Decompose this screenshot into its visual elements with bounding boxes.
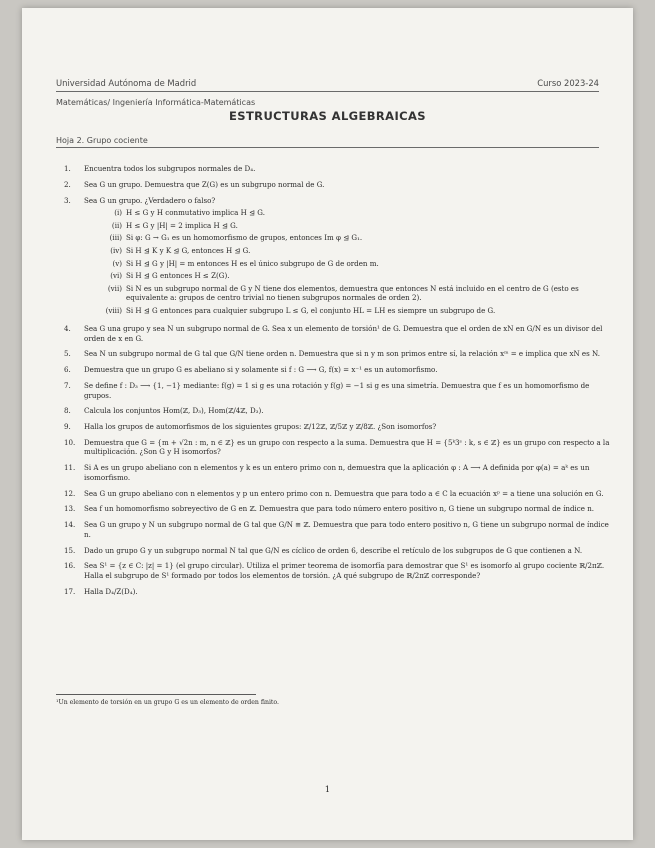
subitem: (vii) Si N es un subgrupo normal de G y N tiene dos elementos, demuestra que entonces N está incluido en el centro de G (esto es equivalente a: grupos de centro trivial no tienen subgrupos normales de orden 2). <box>107 283 579 303</box>
problem-5: 5. Sea N un subgrupo normal de G tal que G/N tiene orden n. Demuestra que si n y m son primos entre sí, la relación xᵐ = e implica que xN es N. <box>64 349 601 359</box>
problem-8: 8. Calcula los conjuntos Hom(ℤ, D₃), Hom(ℤ/4ℤ, D₃). <box>64 406 264 416</box>
course-year: Curso 2023-24 <box>537 78 599 88</box>
header-top <box>56 78 599 88</box>
problem-16: 16. Sea S¹ = {z ∈ C: |z| = 1} (el grupo circular). Utiliza el primer teorema de isomorfía para demostrar que S¹ es isomorfo al grupo cociente ℝ/2πℤ. Halla el subgrupo de S¹ formado por todos los elementos de torsión. ¿A qué subgrupo de ℝ/2πℤ corresponde? <box>64 561 605 580</box>
problem-3-subitems <box>84 208 615 315</box>
problem-list <box>56 164 615 603</box>
page-number: 1 <box>324 785 331 795</box>
degree-name: Matemáticas/ Ingeniería Informática-Matemáticas <box>56 98 256 107</box>
problem-12: 12. Sea G un grupo abeliano con n elementos y p un entero primo con n. Demuestra que para todo a ∈ C la ecuación xᵖ = a tiene una solución en G. <box>64 488 604 498</box>
problem-7: 7. Se define f : D₃ ⟶ {1, −1} mediante: f(g) = 1 si g es una rotación y f(g) = −1 si g es una simetría. Demuestra que f es un homomorfismo de grupos. <box>64 380 590 400</box>
sheet-title: Hoja 2. Grupo cociente <box>56 136 148 145</box>
problem-11: 11. Si A es un grupo abeliano con n elementos y k es un entero primo con n, demuestra que la aplicación φ : A ⟶ A definida por φ(a) = aᵏ es un isomorfismo. <box>64 463 590 482</box>
subitem: (iii) Si φ: G → G₁ es un homomorfismo de grupos, entonces Im φ ⊴ G₁. <box>109 233 363 243</box>
subitem: (iv) Si H ⊴ K y K ⊴ G, entonces H ⊴ G. <box>110 245 251 255</box>
problem-10: 10. Demuestra que G = {m + √2n : m, n ∈ ℤ} es un grupo con respecto a la suma. Demuestra que H = {5ᵏ3ˢ : k, s ∈ ℤ} es un grupo con respecto a la multiplicación. ¿Son G y H isomorfos? <box>64 437 610 457</box>
problem-13: 13. Sea f un homomorfismo sobreyectivo de G en ℤ. Demuestra que para todo número entero positivo n, G tiene un subgrupo normal de índice n. <box>64 504 595 514</box>
problem-9: 9. Halla los grupos de automorfismos de los siguientes grupos: ℤ/12ℤ, ℤ/5ℤ y ℤ/8ℤ. ¿Son isomorfos? <box>64 422 437 432</box>
problem-17: 17. Halla D₄/Z(D₄). <box>64 586 138 596</box>
subitem: (viii) Si H ⊴ G entonces para cualquier subgrupo L ≤ G, el conjunto HL = LH es siempre un subgrupo de G. <box>105 305 496 315</box>
problem-1: 1. Encuentra todos los subgrupos normales de D₄. <box>64 164 256 173</box>
footnote: ¹Un elemento de torsión en un grupo G es un elemento de orden finito. <box>56 699 279 706</box>
subitem: (ii) H ≤ G y |H| = 2 implica H ⊴ G. <box>111 220 238 230</box>
problem-3: 3. Sea G un grupo. ¿Verdadero o falso? (i) H ≤ G y H conmutativo implica H ⊴ G. (ii) H ≤ G y |H| = 2 implica H ⊴ G. (iii) Si φ: G → G₁ es un homomorfismo de grupos, entonces Im φ ⊴ G₁. (iv) Si H ⊴ K y K ⊴ G, entonces H ⊴ G. (v) Si H ⊴ G y |H| = m entonces H es el único subgrupo de G de orden m. (vi) Si H ⊴ G entonces H ≤ Z(G). (vii) Si N es un subgrupo normal de G y N tiene dos elementos, demuestra que entonces N está incluido en el centro de G (esto es equivalente a: grupos de centro trivial no tienen subgrupos normales de orden 2). (viii) Si H ⊴ G entonces para cualquier subgrupo L ≤ G, el conjunto HL = LH es siempre un subgrupo de G. <box>56 196 615 316</box>
footnote-rule <box>56 694 256 695</box>
subitem: (v) Si H ⊴ G y |H| = m entonces H es el único subgrupo de G de orden m. <box>112 258 379 268</box>
subitem: (vi) Si H ⊴ G entonces H ≤ Z(G). <box>110 271 230 281</box>
header-rule <box>56 91 599 92</box>
problem-14: 14. Sea G un grupo y N un subgrupo normal de G tal que G/N ≅ ℤ. Demuestra que para todo entero positivo n, G tiene un subgrupo normal de índice n. <box>64 520 609 539</box>
problem-2: 2. Sea G un grupo. Demuestra que Z(G) es un subgrupo normal de G. <box>64 179 325 189</box>
sheet-rule <box>56 147 599 148</box>
page-title: ESTRUCTURAS ALGEBRAICAS <box>229 109 426 123</box>
problem-4: 4. Sea G una grupo y sea N un subgrupo normal de G. Sea x un elemento de torsión¹ de G. Demuestra que el orden de xN en G/N es un divisor del orden de x en G. <box>64 324 603 343</box>
subitem: (i) H ≤ G y H conmutativo implica H ⊴ G. <box>114 208 265 218</box>
university-name: Universidad Autónoma de Madrid <box>56 78 197 88</box>
problem-15: 15. Dado un grupo G y un subgrupo normal N tal que G/N es cíclico de orden 6, describe el retículo de los subgrupos de G que contienen a N. <box>64 545 583 555</box>
problem-6: 6. Demuestra que un grupo G es abeliano si y solamente si f : G ⟶ G, f(x) = x⁻¹ es un automorfismo. <box>64 365 438 375</box>
